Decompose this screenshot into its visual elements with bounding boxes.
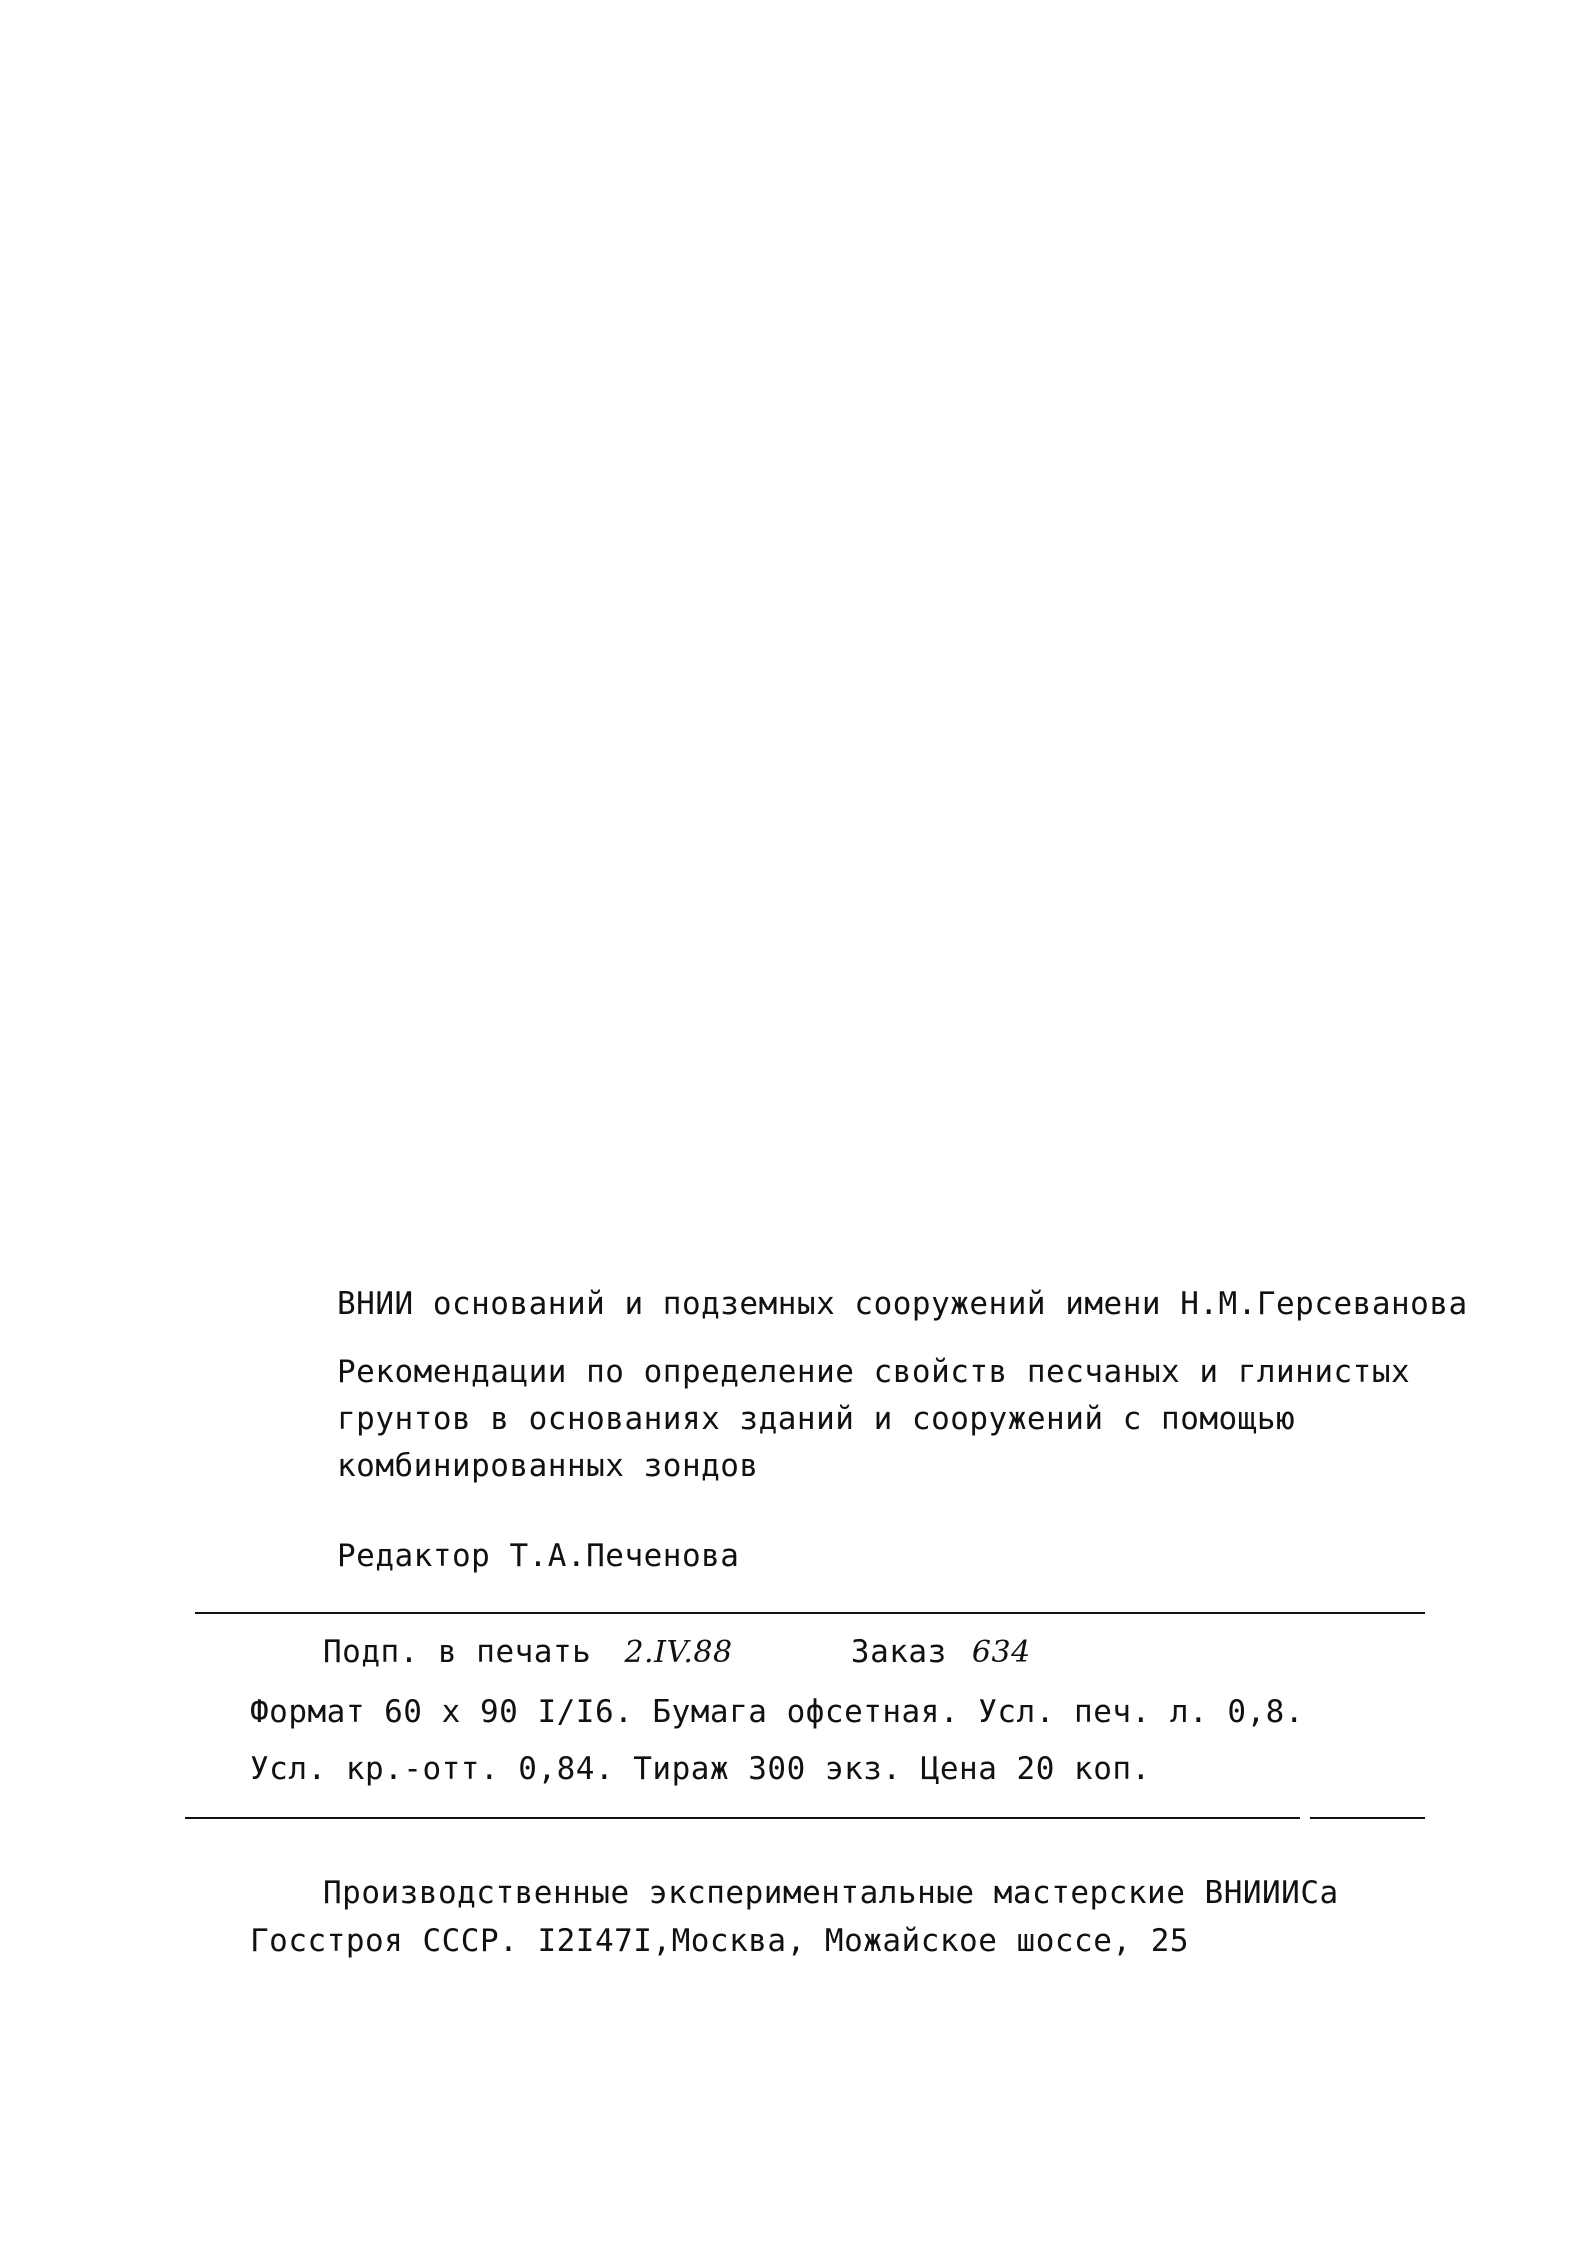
editor-credit: Редактор Т.А.Печенова — [337, 1538, 740, 1574]
signed-label: Подп. в печать — [323, 1634, 592, 1670]
format-paper-line: Формат 60 х 90 I/I6. Бумага офсетная. Усл. печ. л. 0,8. — [250, 1694, 1304, 1730]
top-divider — [195, 1612, 1425, 1614]
publication-title-line-2: грунтов в основаниях зданий и сооружений с помощью — [337, 1401, 1296, 1437]
signed-date: 2.IV.88 — [624, 1635, 733, 1670]
bottom-divider-left — [185, 1817, 1300, 1819]
order-label: Заказ — [850, 1634, 947, 1670]
circulation-price-line: Усл. кр.-отт. 0,84. Тираж 300 экз. Цена 20 коп. — [250, 1751, 1151, 1787]
publisher-line-2: Госстроя СССР. I2I47I,Москва, Можайское шоссе, 25 — [250, 1923, 1190, 1959]
bottom-divider-right — [1310, 1817, 1425, 1819]
order-number: 634 — [971, 1635, 1031, 1670]
institute-name: ВНИИ оснований и подземных сооружений имени Н.М.Герсеванова — [337, 1286, 1468, 1322]
publication-title-line-1: Рекомендации по определение свойств песчаных и глинистых — [337, 1354, 1411, 1390]
publication-title-line-3: комбинированных зондов — [337, 1448, 759, 1484]
signing-order-line — [323, 1633, 1031, 1672]
publisher-line-1: Производственные экспериментальные мастерские ВНИИИСа — [323, 1875, 1339, 1911]
